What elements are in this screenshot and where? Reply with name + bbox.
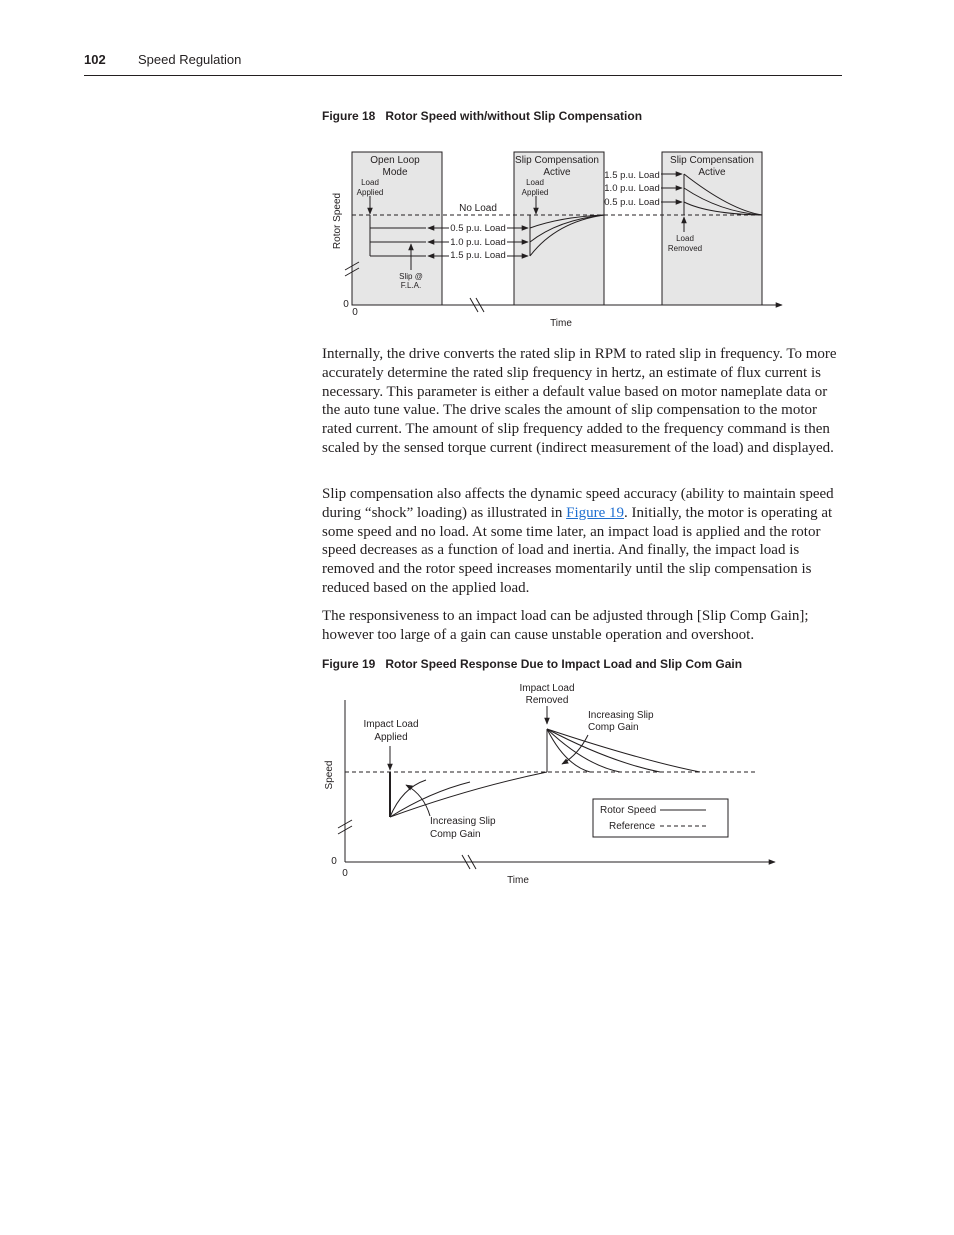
- f19-x-axis-label: Time: [507, 875, 529, 886]
- figure19-title: Rotor Speed Response Due to Impact Load and Slip Com Gain: [385, 657, 743, 671]
- paragraph-2-part-a: Slip compensation also affects the dynamic speed accuracy (ability to maintain speed during “shock” loading) as illustrated in: [322, 486, 834, 521]
- f19-y-axis-label: Speed: [324, 760, 335, 790]
- slip-fla-label-1: Slip @: [399, 272, 423, 281]
- no-load-label: No Load: [459, 203, 497, 214]
- origin-x-label: 0: [352, 307, 358, 318]
- f19-origin-x-label: 0: [342, 868, 348, 879]
- figure18-title: Rotor Speed with/without Slip Compensation: [385, 109, 643, 123]
- inc-gain-top-pointer: [562, 735, 588, 764]
- figure19-number: Figure 19: [322, 657, 376, 671]
- load-applied-label-1a: Load: [361, 178, 379, 187]
- x-axis-label: Time: [550, 318, 572, 329]
- panel2-title-2: Active: [543, 167, 571, 178]
- impact-removed-label-1: Impact Load: [519, 683, 575, 694]
- load-applied-label-1b: Applied: [356, 188, 384, 197]
- origin-y-label: 0: [343, 299, 349, 310]
- impact-removed-label-2: Removed: [525, 695, 569, 706]
- figure19-link[interactable]: Figure 19: [566, 504, 625, 521]
- load-15-label: 1.5 p.u. Load: [450, 250, 506, 261]
- y-axis-label: Rotor Speed: [332, 192, 343, 250]
- impact-applied-label-1: Impact Load: [363, 719, 419, 730]
- load-applied-label-2a: Load: [526, 178, 544, 187]
- panel3-title-2: Active: [698, 167, 726, 178]
- page-number: 102: [84, 52, 106, 67]
- paragraph-2-part-b: . Initially, the motor is operating at some speed and no load. At some time later, an impact load is applied and the rotor speed decreases as a function of load and inertia. And finally, the impact load is removed and the rotor speed increases momentarily until the slip compensation is reduced based on the applied load.: [322, 504, 833, 596]
- load-10-label: 1.0 p.u. Load: [450, 237, 506, 248]
- legend-reference-label: Reference: [609, 821, 656, 832]
- paragraph-1: Internally, the drive converts the rated slip in RPM to rated slip in frequency. To more accurately determine the rated slip frequency in hertz, an estimate of flux current is necessary. This parameter is either a default value based on motor nameplate data or the auto tune value. The drive scales the amount of slip compensation to the motor rated current. The amount of slip frequency added to the frequency command is then scaled by the sensed torque current (indirect measurement of the load) and displayed.: [322, 346, 837, 456]
- load-05-peak-label: 0.5 p.u. Load: [604, 197, 660, 208]
- slip-fla-label-2: F.L.A.: [400, 281, 422, 290]
- load-applied-label-2b: Applied: [521, 188, 549, 197]
- inc-gain-bottom-label-1: Increasing Slip: [430, 816, 496, 827]
- load-05-label: 0.5 p.u. Load: [450, 223, 506, 234]
- panel1-title-2: Mode: [382, 167, 408, 178]
- panel3-title-1: Slip Compensation: [670, 155, 754, 166]
- inc-gain-top-label-1: Increasing Slip: [588, 710, 654, 721]
- f19-origin-y-label: 0: [331, 856, 337, 867]
- paragraph-3: The responsiveness to an impact load can be adjusted through [Slip Comp Gain]; however too large of a gain can cause unstable operation and overshoot.: [322, 608, 809, 643]
- legend-rotor-speed-label: Rotor Speed: [600, 805, 657, 816]
- inc-gain-top-label-2: Comp Gain: [588, 722, 639, 733]
- load-removed-label-1: Load: [676, 234, 694, 243]
- impact-applied-label-2: Applied: [374, 732, 408, 743]
- panel2-title-1: Slip Compensation: [515, 155, 599, 166]
- figure18-number: Figure 18: [322, 109, 376, 123]
- load-15-peak-label: 1.5 p.u. Load: [604, 170, 660, 181]
- load-10-peak-label: 1.0 p.u. Load: [604, 183, 660, 194]
- panel1-title-1: Open Loop: [370, 155, 420, 166]
- inc-gain-bottom-label-2: Comp Gain: [430, 829, 481, 840]
- section-title: Speed Regulation: [138, 52, 242, 67]
- load-removed-label-2: Removed: [667, 244, 703, 253]
